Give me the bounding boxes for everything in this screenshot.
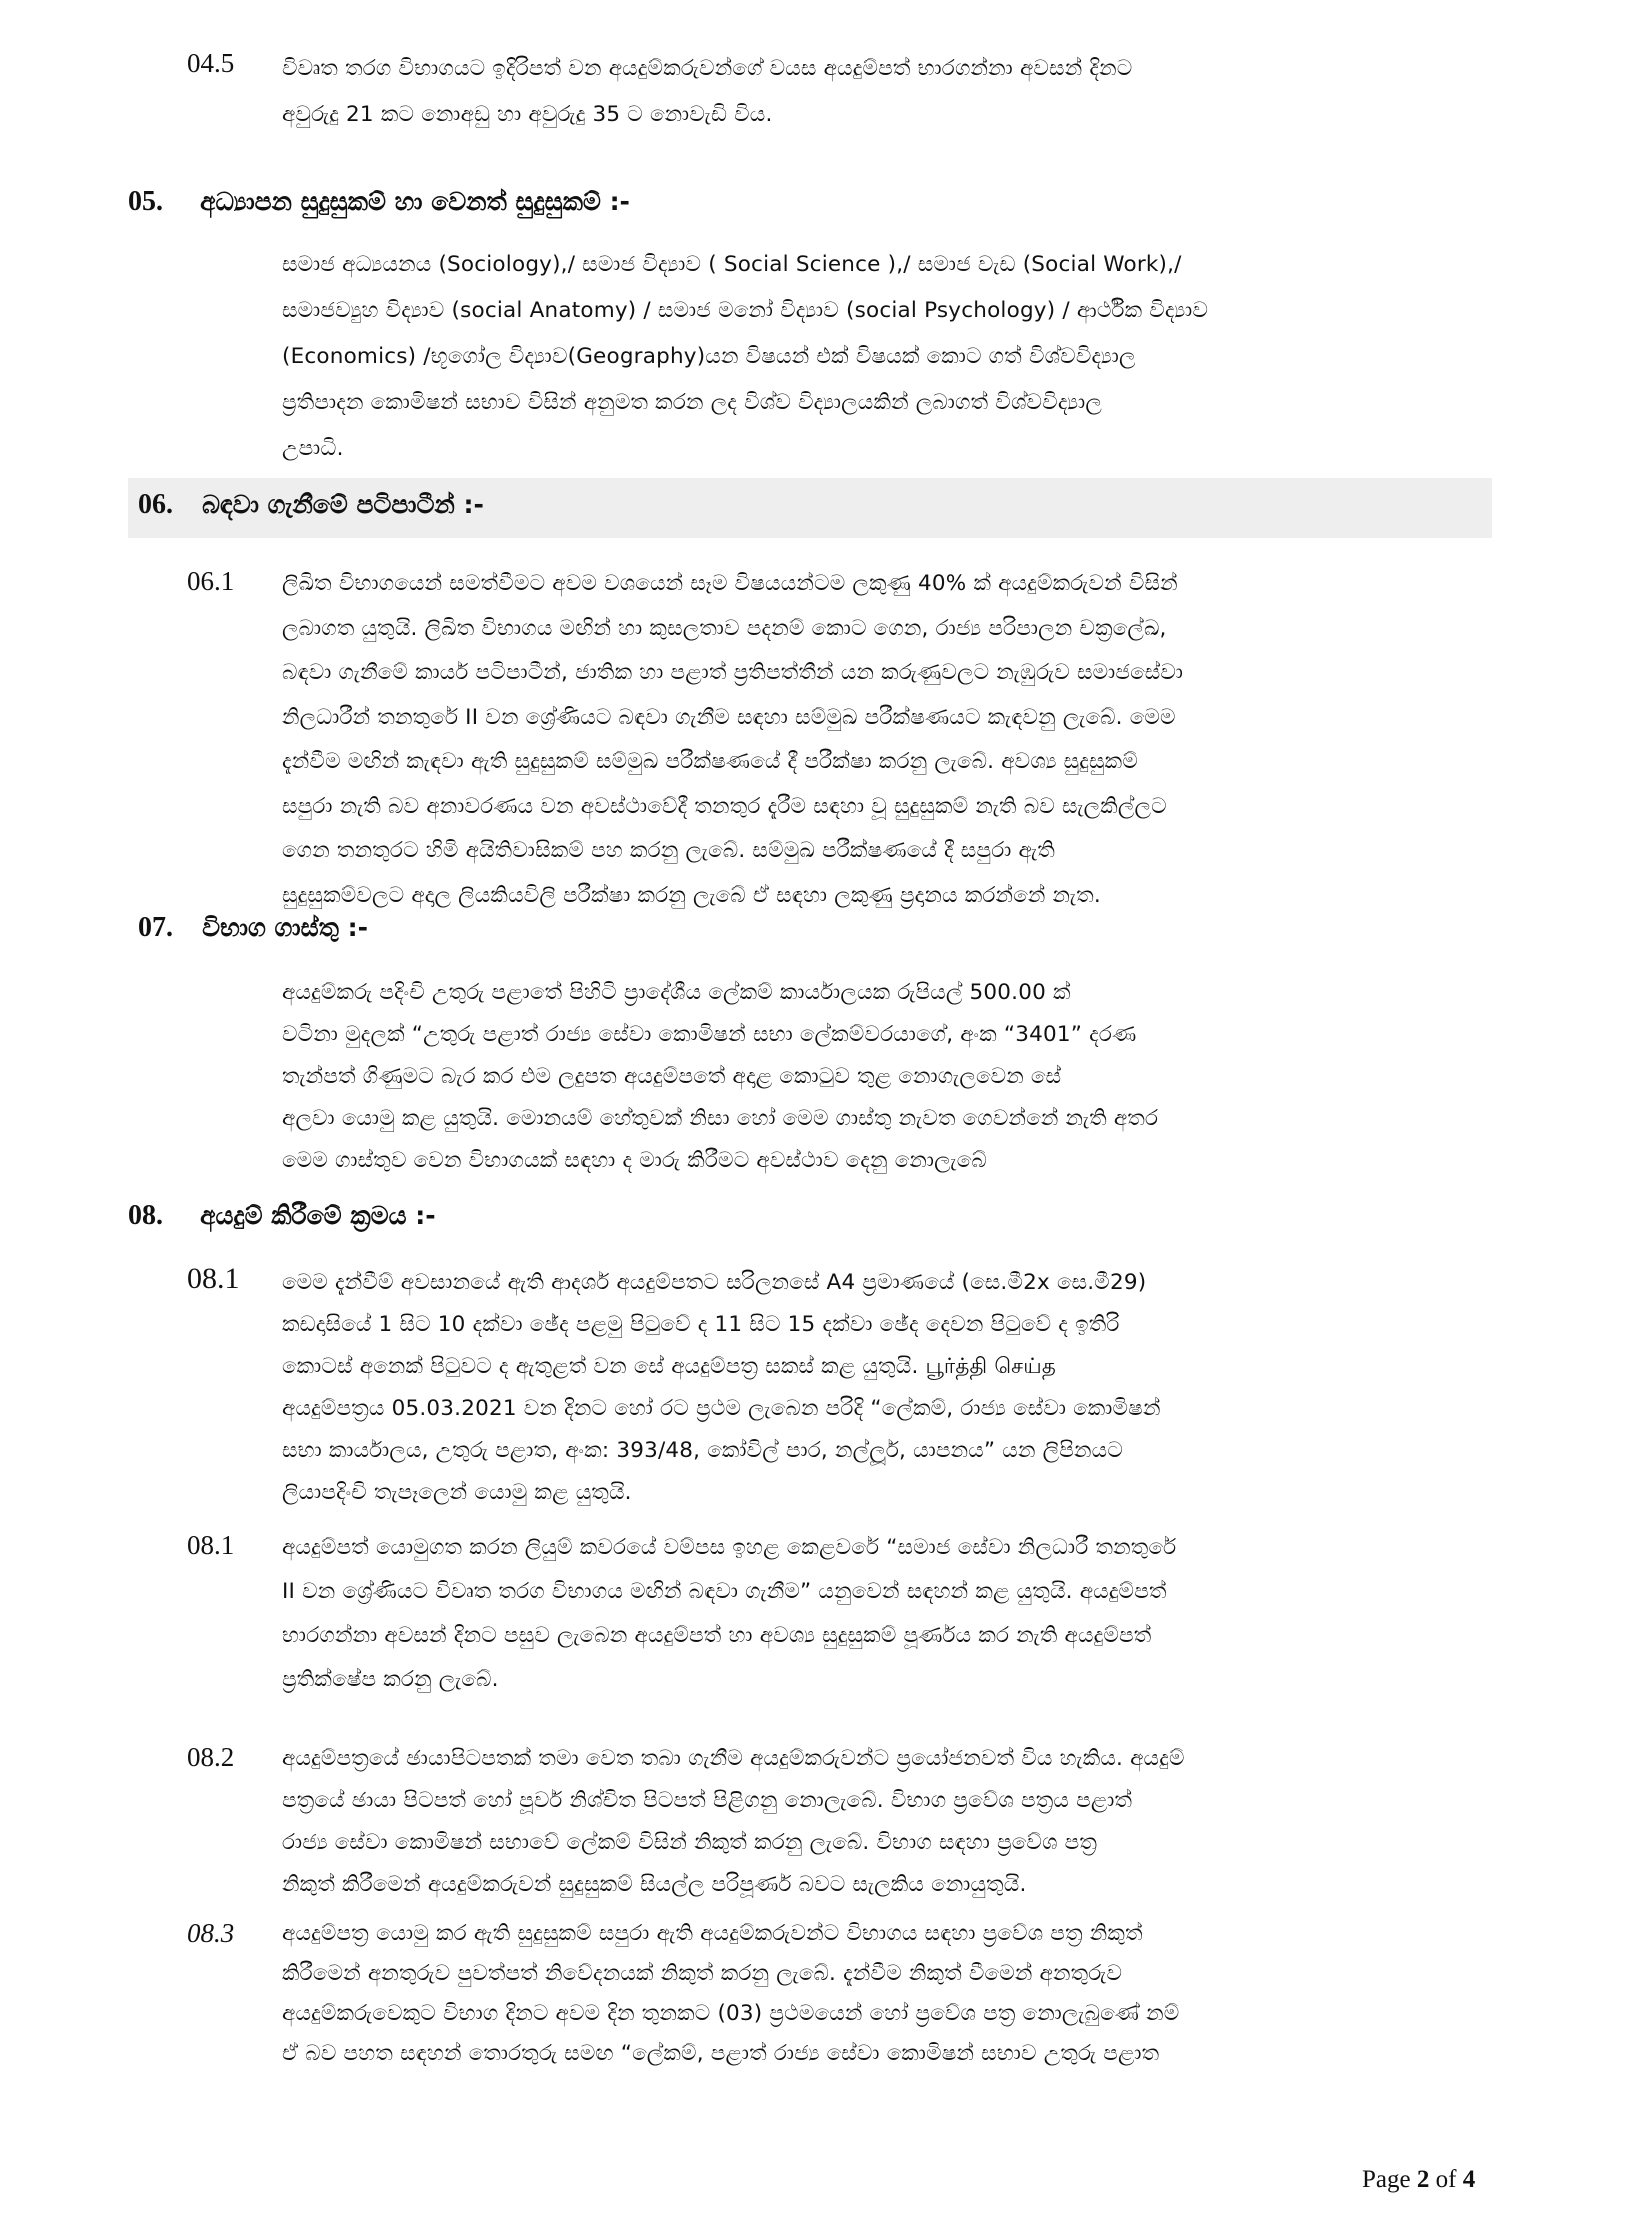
section-08-heading xyxy=(128,1200,436,1232)
section-08-2-text xyxy=(282,1738,1502,1906)
section-number-08-1-first: 08.1 xyxy=(187,1262,240,1295)
section-05-text xyxy=(282,242,1502,472)
page-number-current: 2 xyxy=(1416,2166,1430,2193)
text-line: නිකුත් කිරීමෙන් අයදුම්කරුවන් සුදුසුකම් සියල්ල පරිපූර්ණ බවට සැලකිය නොයුතුයි. xyxy=(282,1872,1027,1897)
section-07-text xyxy=(282,972,1502,1182)
text-line: සභා කාර්යාලය, උතුරු පළාත, අංක: 393/48, කෝවිල් පාර, නල්ලූර්, යාපනය” යන ලිපිනයට xyxy=(282,1438,1123,1463)
text-line: (Economics) /භූගෝල විද්‍යාව(Geography)යන විෂයන් එක් විෂයක් කොට ගත් විශ්වවිද්‍යාල xyxy=(282,344,1136,369)
text-line: සමාජ අධ්‍යයනය (Sociology),/ සමාජ විද්‍යාව ( Social Science ),/ සමාජ වැඩ (Social Work),/ xyxy=(282,252,1182,277)
text-line: දැන්වීම මඟින් කැඳවා ඇති සුදුසුකම් සම්මුඛ පරීක්ෂණයේ දී පරීක්ෂා කරනු ලැබේ. අවශ්‍ය සුදුසුකම් xyxy=(282,749,1139,774)
section-number-06-1: 06.1 xyxy=(187,566,235,596)
section-07-heading xyxy=(138,912,368,944)
text-line: අයදුම්කරු පදිංචි උතුරු පළාතේ පිහිටි ප්‍රාදේශීය ලේකම් කාර්යාලයක රුපියල් 500.00 ක් xyxy=(282,980,1071,1005)
text-line: මෙම දැන්වීම් අවසානයේ ඇති ආදර්ශ අයදුම්පතට සරිලනසේ A4 ප්‍රමාණයේ (සෙ.මී2x සෙ.මී29) xyxy=(282,1270,1147,1295)
section-number-08-3: 08.3 xyxy=(187,1918,235,1948)
text-line: අයදුම්පත් යොමුගත කරන ලියුම් කවරයේ වම්පස ඉහළ කෙළවරේ “සමාජ සේවා නිලධාරී තනතුරේ xyxy=(282,1535,1177,1560)
text-line: භාරගන්නා අවසන් දිනට පසුව ලැබෙන අයදුම්පත් හා අවශ්‍ය සුදුසුකම් පූර්ණය කර නැති අයදුම්පත් xyxy=(282,1623,1152,1648)
text-line: අවුරුදු 21 කට නොඅඩු හා අවුරුදු 35 ට නොවැඩි විය. xyxy=(282,102,773,127)
text-line: ලිඛිත විභාගයෙන් සමත්වීමට අවම වශයෙන් සෑම විෂයයන්ටම ලකුණු 40% ක් අයදුම්කරුවන් විසින් xyxy=(282,571,1178,596)
section-06-title: බඳවා ගැනීමේ පටිපාටීන් :- xyxy=(202,490,484,519)
section-number-08: 08. xyxy=(128,1200,163,1231)
text-line: කඩදාසියේ 1 සිට 10 දක්වා ඡේද පළමු පිටුවේ ද 11 සිට 15 දක්වා ඡේද දෙවන පිටුවේ ද ඉතිරි xyxy=(282,1312,1120,1337)
section-number-07: 07. xyxy=(138,912,173,943)
page-number-middle: of xyxy=(1429,2166,1463,2193)
text-line: සුදුසුකම්වලට අදාල ලියකියවිලි පරීක්ෂා කරනු ලැබේ ඒ සඳහා ලකුණු ප්‍රදානය කරන්නේ නැත. xyxy=(282,882,1101,908)
section-number-04-5: 04.5 xyxy=(187,48,235,78)
text-line: නිලධාරීන් තනතුරේ II වන ශ්‍රේණියට බඳවා ගැනීම සඳහා සම්මුඛ පරීක්ෂණයට කැඳවනු ලැබේ. මෙම xyxy=(282,704,1176,730)
text-line: ප්‍රතික්ෂේප කරනු ලැබේ. xyxy=(282,1667,499,1692)
text-line: විවෘත තරග විභාගයට ඉදිරිපත් වන අයදුම්කරුවන්ගේ වයස අයදුම්පත් භාරගන්නා අවසන් දිනට xyxy=(282,56,1133,81)
section-08-1-second-text xyxy=(282,1526,1502,1702)
text-line: උපාධි. xyxy=(282,436,344,461)
text-line: කොටස් අනෙක් පිටුවට ද ඇතුළත් වන සේ අයදුම්පත්‍ර සකස් කළ යුතුයි. பூர்த்தி செய்த xyxy=(282,1354,1057,1379)
text-line: ලබාගත යුතුයි. ලිඛිත විභාගය මඟින් හා කුසලතාව පදනම් කොට ගෙන, රාජ්‍ය පරිපාලන චක්‍රලේඛ, xyxy=(282,615,1167,641)
section-08-1-first-text xyxy=(282,1262,1502,1514)
text-line: අයදුම්පත්‍ර යොමු කර ඇති සුදුසුකම් සපුරා ඇති අයදුම්කරුවන්ට විභාගය සඳහා ප්‍රවේශ පත්‍ර නිකුත් xyxy=(282,1921,1143,1946)
section-05-heading xyxy=(128,186,630,218)
text-line: කිරීමෙන් අනතුරුව පුවත්පත් නිවේදනයක් නිකුත් කරනු ලැබේ. දැන්වීම නිකුත් වීමෙන් අනතුරුව xyxy=(282,1961,1123,1986)
text-line: අයදුම්පත්‍රයේ ඡායාපිටපතක් තමා වෙත තබා ගැනීම අයදුම්කරුවන්ට ප්‍රයෝජනවත් විය හැකිය. අයදුම් xyxy=(282,1746,1185,1771)
text-line: රාජ්‍ය සේවා කොමිෂන් සභාවේ ලේකම් විසින් නිකුත් කරනු ලැබේ. විභාග සඳහා ප්‍රවේශ පත්‍ර xyxy=(282,1830,1098,1855)
page-number-prefix: Page xyxy=(1362,2166,1417,2193)
text-line: ප්‍රතිපාදන කොමිෂන් සභාව විසින් අනුමත කරන ලද විශ්ව විද්‍යාලයකින් ලබාගත් විශ්වවිද්‍යාල xyxy=(282,390,1102,415)
section-08-title: අයදුම් කිරීමේ ක්‍රමය :- xyxy=(200,1201,436,1230)
section-06-heading xyxy=(138,489,484,521)
text-line: සපුරා නැති බව අනාවරණය වන අවස්ථාවේදී තනතුර දැරීම සඳහා වූ සුදුසුකම් නැති බව සැලකිල්ලට xyxy=(282,793,1167,819)
section-04-5-text xyxy=(282,46,1502,138)
text-line: පත්‍රයේ ඡායා පිටපත් හෝ පූර්ව නිශ්චිත පිටපත් පිළිගනු නොලැබේ. විභාග ප්‍රවේශ පත්‍රය පළාත් xyxy=(282,1788,1133,1813)
section-06-1-text xyxy=(282,562,1502,918)
text-line: ගෙන තනතුරට හිමි අයිතිවාසිකම් පහ කරනු ලැබේ. සම්මුඛ පරීක්ෂණයේ දී සපුරා ඇති xyxy=(282,838,1056,863)
text-line: ඒ බව පහත සඳහන් තොරතුරු සමඟ “ලේකම්, පළාත් රාජ්‍ය සේවා කොමිෂන් සභාව උතුරු පළාත xyxy=(282,2041,1160,2066)
section-number-05: 05. xyxy=(128,186,163,217)
page-number xyxy=(1362,2166,1475,2194)
page-number-total: 4 xyxy=(1462,2166,1476,2193)
section-number-08-1-second: 08.1 xyxy=(187,1530,235,1560)
section-05-title: අධ්‍යාපන සුදුසුකම් හා වෙනත් සුදුසුකම් :- xyxy=(200,187,630,216)
text-line: තැන්පත් ගිණුමට බැර කර එම ලදුපත අයදුම්පතේ අදාළ කොටුව තුළ නොගැලවෙන සේ xyxy=(282,1064,1062,1089)
text-line: අයදුම්පත්‍රය 05.03.2021 වන දිනට හෝ රට ප්‍රථම ලැබෙන පරිදි “ලේකම්, රාජ්‍ය සේවා කොමිෂන් xyxy=(282,1396,1161,1421)
text-line: ලියාපදිංචි තැපෑලෙන් යොමු කළ යුතුයි. xyxy=(282,1480,632,1505)
text-line: අයදුම්කරුවෙකුට විභාග දිනට අවම දින තුනකට (03) ප්‍රථමයෙන් හෝ ප්‍රවේශ පත්‍ර නොලැබුණේ නම් xyxy=(282,2001,1180,2026)
section-07-title: විභාග ගාස්තු :- xyxy=(202,913,368,942)
section-08-3-text xyxy=(282,1914,1502,2074)
text-line: වටිනා මුදලක් “උතුරු පළාත් රාජ්‍ය සේවා කොමිෂන් සභා ලේකම්වරයාගේ, අංක “3401” දරණ xyxy=(282,1022,1137,1047)
section-number-08-2: 08.2 xyxy=(187,1742,235,1772)
text-line: මෙම ගාස්තුව වෙන විභාගයක් සඳහා ද මාරු කිරීමට අවස්ථාව දෙනු නොලැබේ xyxy=(282,1148,987,1173)
text-line: සමාජව්‍යුහ විද්‍යාව (social Anatomy) / සමාජ මනෝ විද්‍යාව (social Psychology) / ආර්ථික විද්‍යාව xyxy=(282,298,1209,323)
text-line: අලවා යොමු කළ යුතුයි. මොනයම් හේතුවක් නිසා හෝ මෙම ගාස්තු නැවත ගෙවන්නේ නැති අතර xyxy=(282,1106,1159,1131)
text-line: බඳවා ගැනීමේ කාර්ය පටිපාටීන්, ජාතික හා පළාත් ප්‍රතිපත්තීන් යන කරුණුවලට නැඹුරුව සමාජසේවා xyxy=(282,660,1184,685)
text-line: II වන ශ්‍රේණියට විවෘත තරග විභාගය මඟින් බඳවා ගැනීම” යනුවෙන් සඳහන් කළ යුතුයි. අයදුම්පත් xyxy=(282,1579,1167,1604)
section-number-06: 06. xyxy=(138,489,173,520)
